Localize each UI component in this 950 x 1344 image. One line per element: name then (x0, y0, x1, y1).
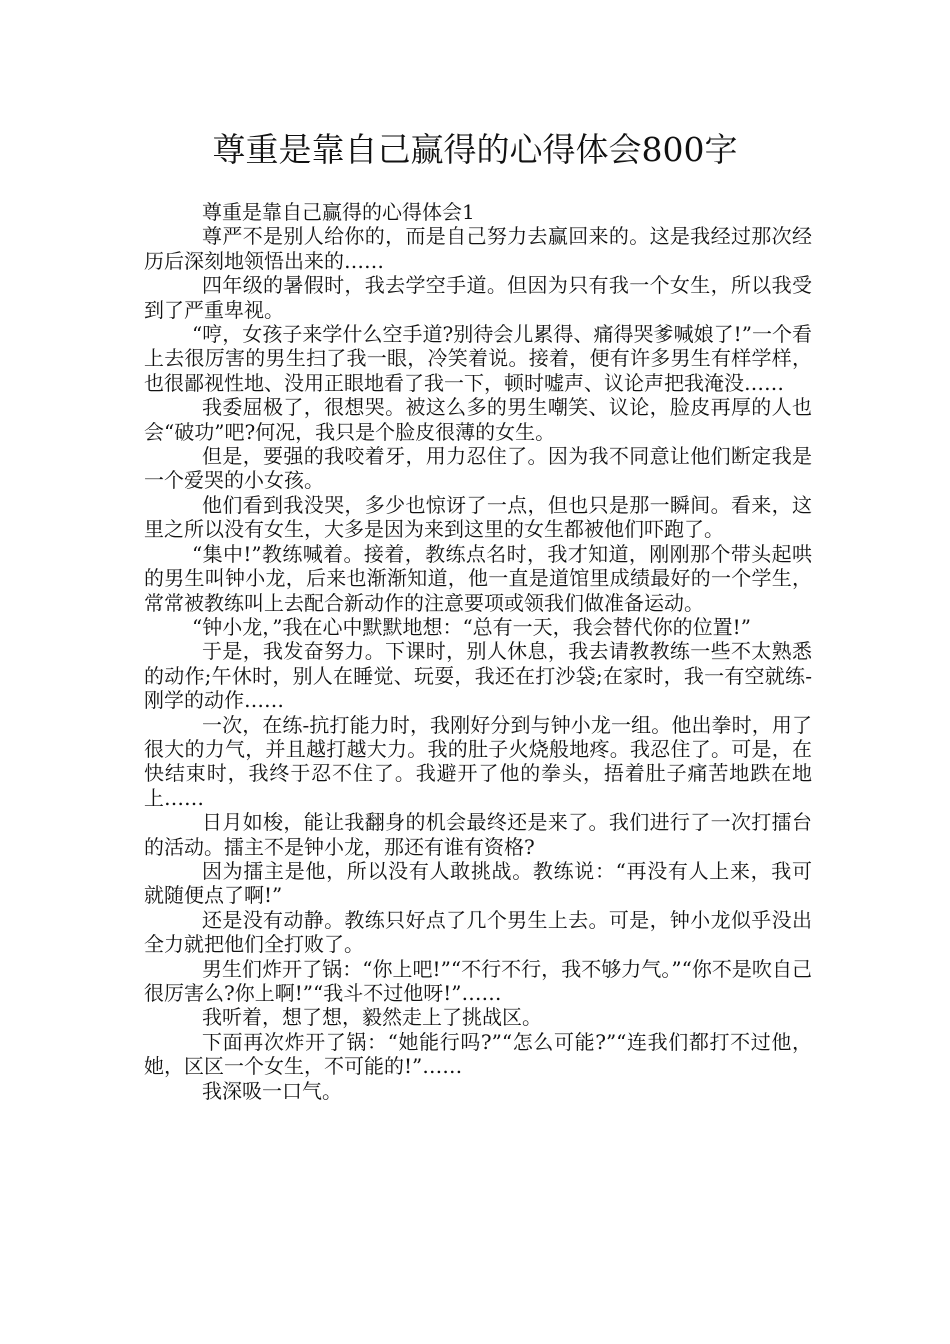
paragraph: 一次，在练-抗打能力时，我刚好分到与钟小龙一组。他出拳时，用了很大的力气，并且越打越大力。我的肚子火烧般地疼。我忍住了。可是，在快结束时，我终于忍不住了。我避开了他的拳头，捂着肚子痛苦地跌在地上…… (144, 712, 812, 810)
paragraph: 还是没有动静。教练只好点了几个男生上去。可是，钟小龙似乎没出全力就把他们全打败了。 (144, 907, 812, 957)
paragraph-subtitle: 尊重是靠自己赢得的心得体会1 (202, 200, 475, 224)
document-title: 尊重是靠自己赢得的心得体会800字 (212, 130, 738, 169)
paragraph: 我委屈极了，很想哭。被这么多的男生嘲笑、议论，脸皮再厚的人也会“破功”吧?何况，我只是个脸皮很薄的女生。 (144, 395, 812, 444)
paragraph: 日月如梭，能让我翻身的机会最终还是来了。我们进行了一次打擂台的活动。擂主不是钟小龙，那还有谁有资格? (144, 810, 812, 859)
paragraph: 我听着，想了想，毅然走上了挑战区。 (202, 1005, 542, 1030)
paragraph: 男生们炸开了锅：“你上吧!”“不行不行，我不够力气。”“你不是吹自己很厉害么?你上啊!”“我斗不过他呀!”…… (144, 956, 812, 1005)
paragraph: 因为擂主是他，所以没有人敢挑战。教练说：“再没有人上来，我可就随便点了啊!” (144, 858, 812, 908)
paragraph: 尊严不是别人给你的，而是自己努力去赢回来的。这是我经过那次经历后深刻地领悟出来的…… (144, 224, 812, 273)
paragraph: “哼，女孩子来学什么空手道?别待会儿累得、痛得哭爹喊娘了!”一个看上去很厉害的男生扫了我一眼，冷笑着说。接着，便有许多男生有样学样，也很鄙视性地、没用正眼地看了我一下，顿时嘘声、议论声把我淹没…… (144, 322, 812, 395)
paragraph: 四年级的暑假时，我去学空手道。但因为只有我一个女生，所以我受到了严重卑视。 (144, 273, 812, 322)
paragraph: 他们看到我没哭，多少也惊讶了一点，但也只是那一瞬间。看来，这里之所以没有女生，大多是因为来到这里的女生都被他们吓跑了。 (144, 492, 812, 542)
paragraph: 下面再次炸开了锅：“她能行吗?”“怎么可能?”“连我们都打不过他，她，区区一个女生，不可能的!”…… (144, 1029, 812, 1079)
paragraph: “集中!”教练喊着。接着，教练点名时，我才知道，刚刚那个带头起哄的男生叫钟小龙，后来也渐渐知道，他一直是道馆里成绩最好的一个学生，常常被教练叫上去配合新动作的注意要项或领我们做准备运动。 (144, 541, 812, 615)
paragraph: 于是，我发奋努力。下课时，别人休息，我去请教教练一些不太熟悉的动作;午休时，别人在睡觉、玩耍，我还在打沙袋;在家时，我一有空就练-刚学的动作…… (144, 639, 812, 713)
paragraph: 但是，要强的我咬着牙，用力忍住了。因为我不同意让他们断定我是一个爱哭的小女孩。 (144, 444, 812, 493)
document-body (144, 200, 812, 1103)
paragraph: “钟小龙，”我在心中默默地想：“总有一天，我会替代你的位置!” (192, 614, 751, 639)
paragraph: 我深吸一口气。 (202, 1078, 342, 1103)
